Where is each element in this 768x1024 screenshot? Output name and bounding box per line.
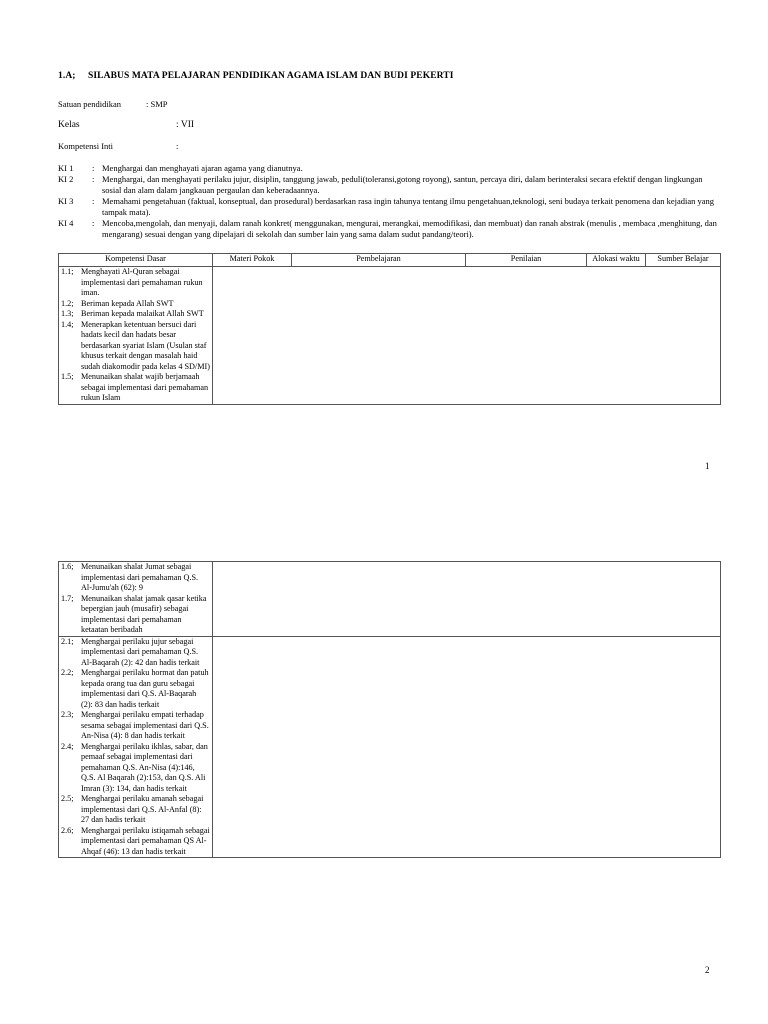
kompetensi-dasar-cell [59,562,213,637]
kompetensi-dasar-cell [59,636,213,858]
header-alokasi-waktu: Alokasi waktu [587,254,646,267]
empty-content-cell [213,267,721,405]
header-pembelajaran: Pembelajaran [292,254,466,267]
header-kompetensi-dasar: Kompetensi Dasar [59,254,213,267]
document-title: 1.A; SILABUS MATA PELAJARAN PENDIDIKAN AGAMA ISLAM DAN BUDI PEKERTI [58,71,454,81]
empty-content-cell [213,636,721,858]
table-row [59,636,721,858]
kelas-row: Kelas : VII [58,120,195,130]
empty-content-cell [213,562,721,637]
kd-item: 1.1; Menghayati Al-Quran sebagai implementasi dari pemahaman rukun iman. [61,267,203,297]
silabus-table-page-1 [58,253,721,405]
kd-item: 1.4; Menerapkan ketentuan bersuci dari hadats kecil dan hadats besar berdasarkan syariat Islam (Usulan staf khusus terkait dengan masalah haid sudah diakomodir pada kelas 4 SD/MI) [61,319,210,371]
kd-item: 2.4; Menghargai perilaku ikhlas, sabar, dan pemaaf sebagai implementasi dari pemahaman Q.S. An-Nisa (4):146, Q.S. Al Baqarah (2):153, dan Q.S. Ali Imran (3): 134, dan hadis terkait [61,741,208,793]
kd-item: 1.3; Beriman kepada malaikat Allah SWT [61,309,204,318]
kompetensi-inti-list [58,163,718,240]
page-gap [0,490,768,545]
table-row [59,267,721,405]
silabus-table-page-2 [58,561,721,858]
kompetensi-dasar-cell [59,267,213,405]
page-number: 1 [705,461,710,471]
header-sumber-belajar: Sumber Belajar [646,254,721,267]
kd-item: 2.6; Menghargai perilaku istiqamah sebagai implementasi dari pemahaman QS Al-Ahqaf (46): 13 dan hadis terkait [61,825,210,856]
satuan-pendidikan-row: Satuan pendidikan : SMP [58,99,168,109]
page-1 [0,0,768,490]
table-row [59,562,721,637]
ki-2: KI 2 : Menghargai, dan menghayati perilaku jujur, disiplin, tanggung jawab, peduli(toleransi,gotong royong), santun, percaya diri, dalam berinteraksi secara efektif dengan lingkungan sosial dan alam dalam jangkauan pergaulan dan keberadaannya. [58,174,703,195]
ki-4: KI 4 : Mencoba,mengolah, dan menyaji, dalam ranah konkret( menggunakan, mengurai, merangkai, memodifikasi, dan membuat) dan ranah abstrak (menulis , membaca ,menghitung, dan mengarang) sesuai dengan yang dipelajari di sekolah dan sumber lain yang sama dalam sudut pandang/teori). [58,218,717,239]
kompetensi-inti-row: Kompetensi Inti : [58,141,179,151]
kd-item: 2.5; Menghargai perilaku amanah sebagai implementasi dari Q.S. Al-Anfal (8): 27 dan hadis terkait [61,794,204,824]
kd-item: 1.7; Menunaikan shalat jamak qasar ketika bepergian jauh (musafir) sebagai implementasi dari pemahaman ketaatan beribadah [61,593,207,634]
kd-item: 1.5; Menunaikan shalat wajib berjamaah sebagai implementasi dari pemahaman rukun Islam [61,372,209,402]
kd-item: 2.2; Menghargai perilaku hormat dan patuh kepada orang tua dan guru sebagai implementasi dari Q.S. Al-Baqarah (2): 83 dan hadis terkait [61,668,209,709]
kd-item: 2.3; Menghargai perilaku empati terhadap sesama sebagai implementasi dari Q.S. An-Nisa (4): 8 dan hadis terkait [61,710,209,740]
kd-item: 1.2; Beriman kepada Allah SWT [61,298,174,308]
header-penilaian: Penilaian [466,254,587,267]
page-2 [0,545,768,1024]
header-materi-pokok: Materi Pokok [213,254,292,267]
page-number: 2 [705,965,710,975]
ki-1: KI 1 : Menghargai dan menghayati ajaran agama yang dianutnya. [58,163,303,173]
kd-item: 1.6; Menunaikan shalat Jumat sebagai implementasi dari pemahaman Q.S. Al-Jumu'ah (62): 9 [61,562,199,592]
ki-3: KI 3 : Memahami pengetahuan (faktual, konseptual, dan prosedural) berdasarkan rasa ingin tahunya tentang ilmu pengetahuan,teknologi, seni budaya terkait penomena dan kejadian yang tampak mata). [58,196,715,217]
kd-item: 2.1; Menghargai perilaku jujur sebagai implementasi dari pemahaman Q.S. Al-Baqarah (2): 42 dan hadis terkait [61,636,200,667]
table-header-row [59,254,721,267]
